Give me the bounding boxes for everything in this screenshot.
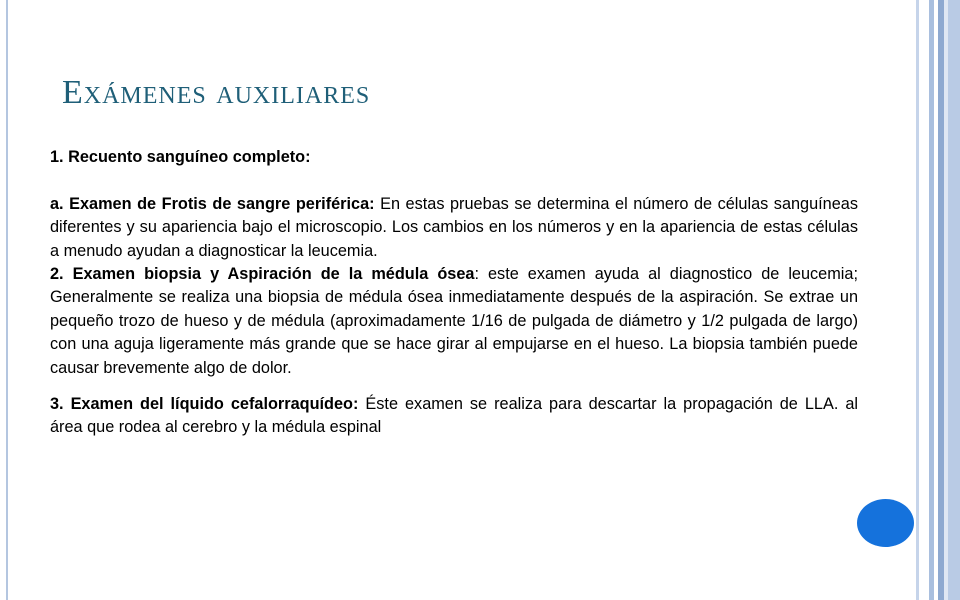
item-2-text: : este examen ayuda al diagnostico de leucemia; Generalmente se realiza una biopsia de médula ósea inmediatamente después de la aspiración. Se extrae un pequeño trozo de hueso y de médula (aproximadamente 1/16 de pulgada de diámetro y 1/2 pulgada de largo) con una aguja ligeramente más grande que se hace girar al empujarse en el hueso. La biopsia también puede causar brevemente algo de dolor.: [50, 265, 858, 377]
item-2-label: 2. Examen biopsia y Aspiración de la médula ósea: [50, 265, 475, 284]
paragraph-spacer: [50, 380, 858, 393]
right-frame-decoration: [916, 0, 960, 600]
slide-body: [50, 146, 858, 440]
decorative-circle: [857, 499, 914, 547]
frame-stripe: [919, 0, 929, 600]
left-frame-line: [0, 0, 8, 600]
paragraph-item-a: [50, 193, 858, 263]
frame-stripe: [948, 0, 960, 600]
paragraph-item-3: [50, 393, 858, 440]
section-heading: [50, 146, 858, 169]
item-3-label: 3. Examen del líquido cefalorraquídeo:: [50, 395, 359, 414]
slide-title: Exámenes auxiliares: [62, 74, 371, 111]
item-3-text: Éste examen se realiza para descartar la propagación de LLA. al área que rodea al cerebro y la médula espinal: [50, 395, 859, 437]
item-a-text: En estas pruebas se determina el número de células sanguíneas diferentes y su apariencia bajo el microscopio. Los cambios en los números y en la apariencia de estas células a menudo ayudan a diagnosticar la leucemia.: [50, 194, 858, 260]
item-a-label: a. Examen de Frotis de sangre periférica:: [50, 194, 375, 213]
section-heading-text: 1. Recuento sanguíneo completo:: [50, 148, 311, 166]
paragraph-item-2: [50, 263, 858, 380]
